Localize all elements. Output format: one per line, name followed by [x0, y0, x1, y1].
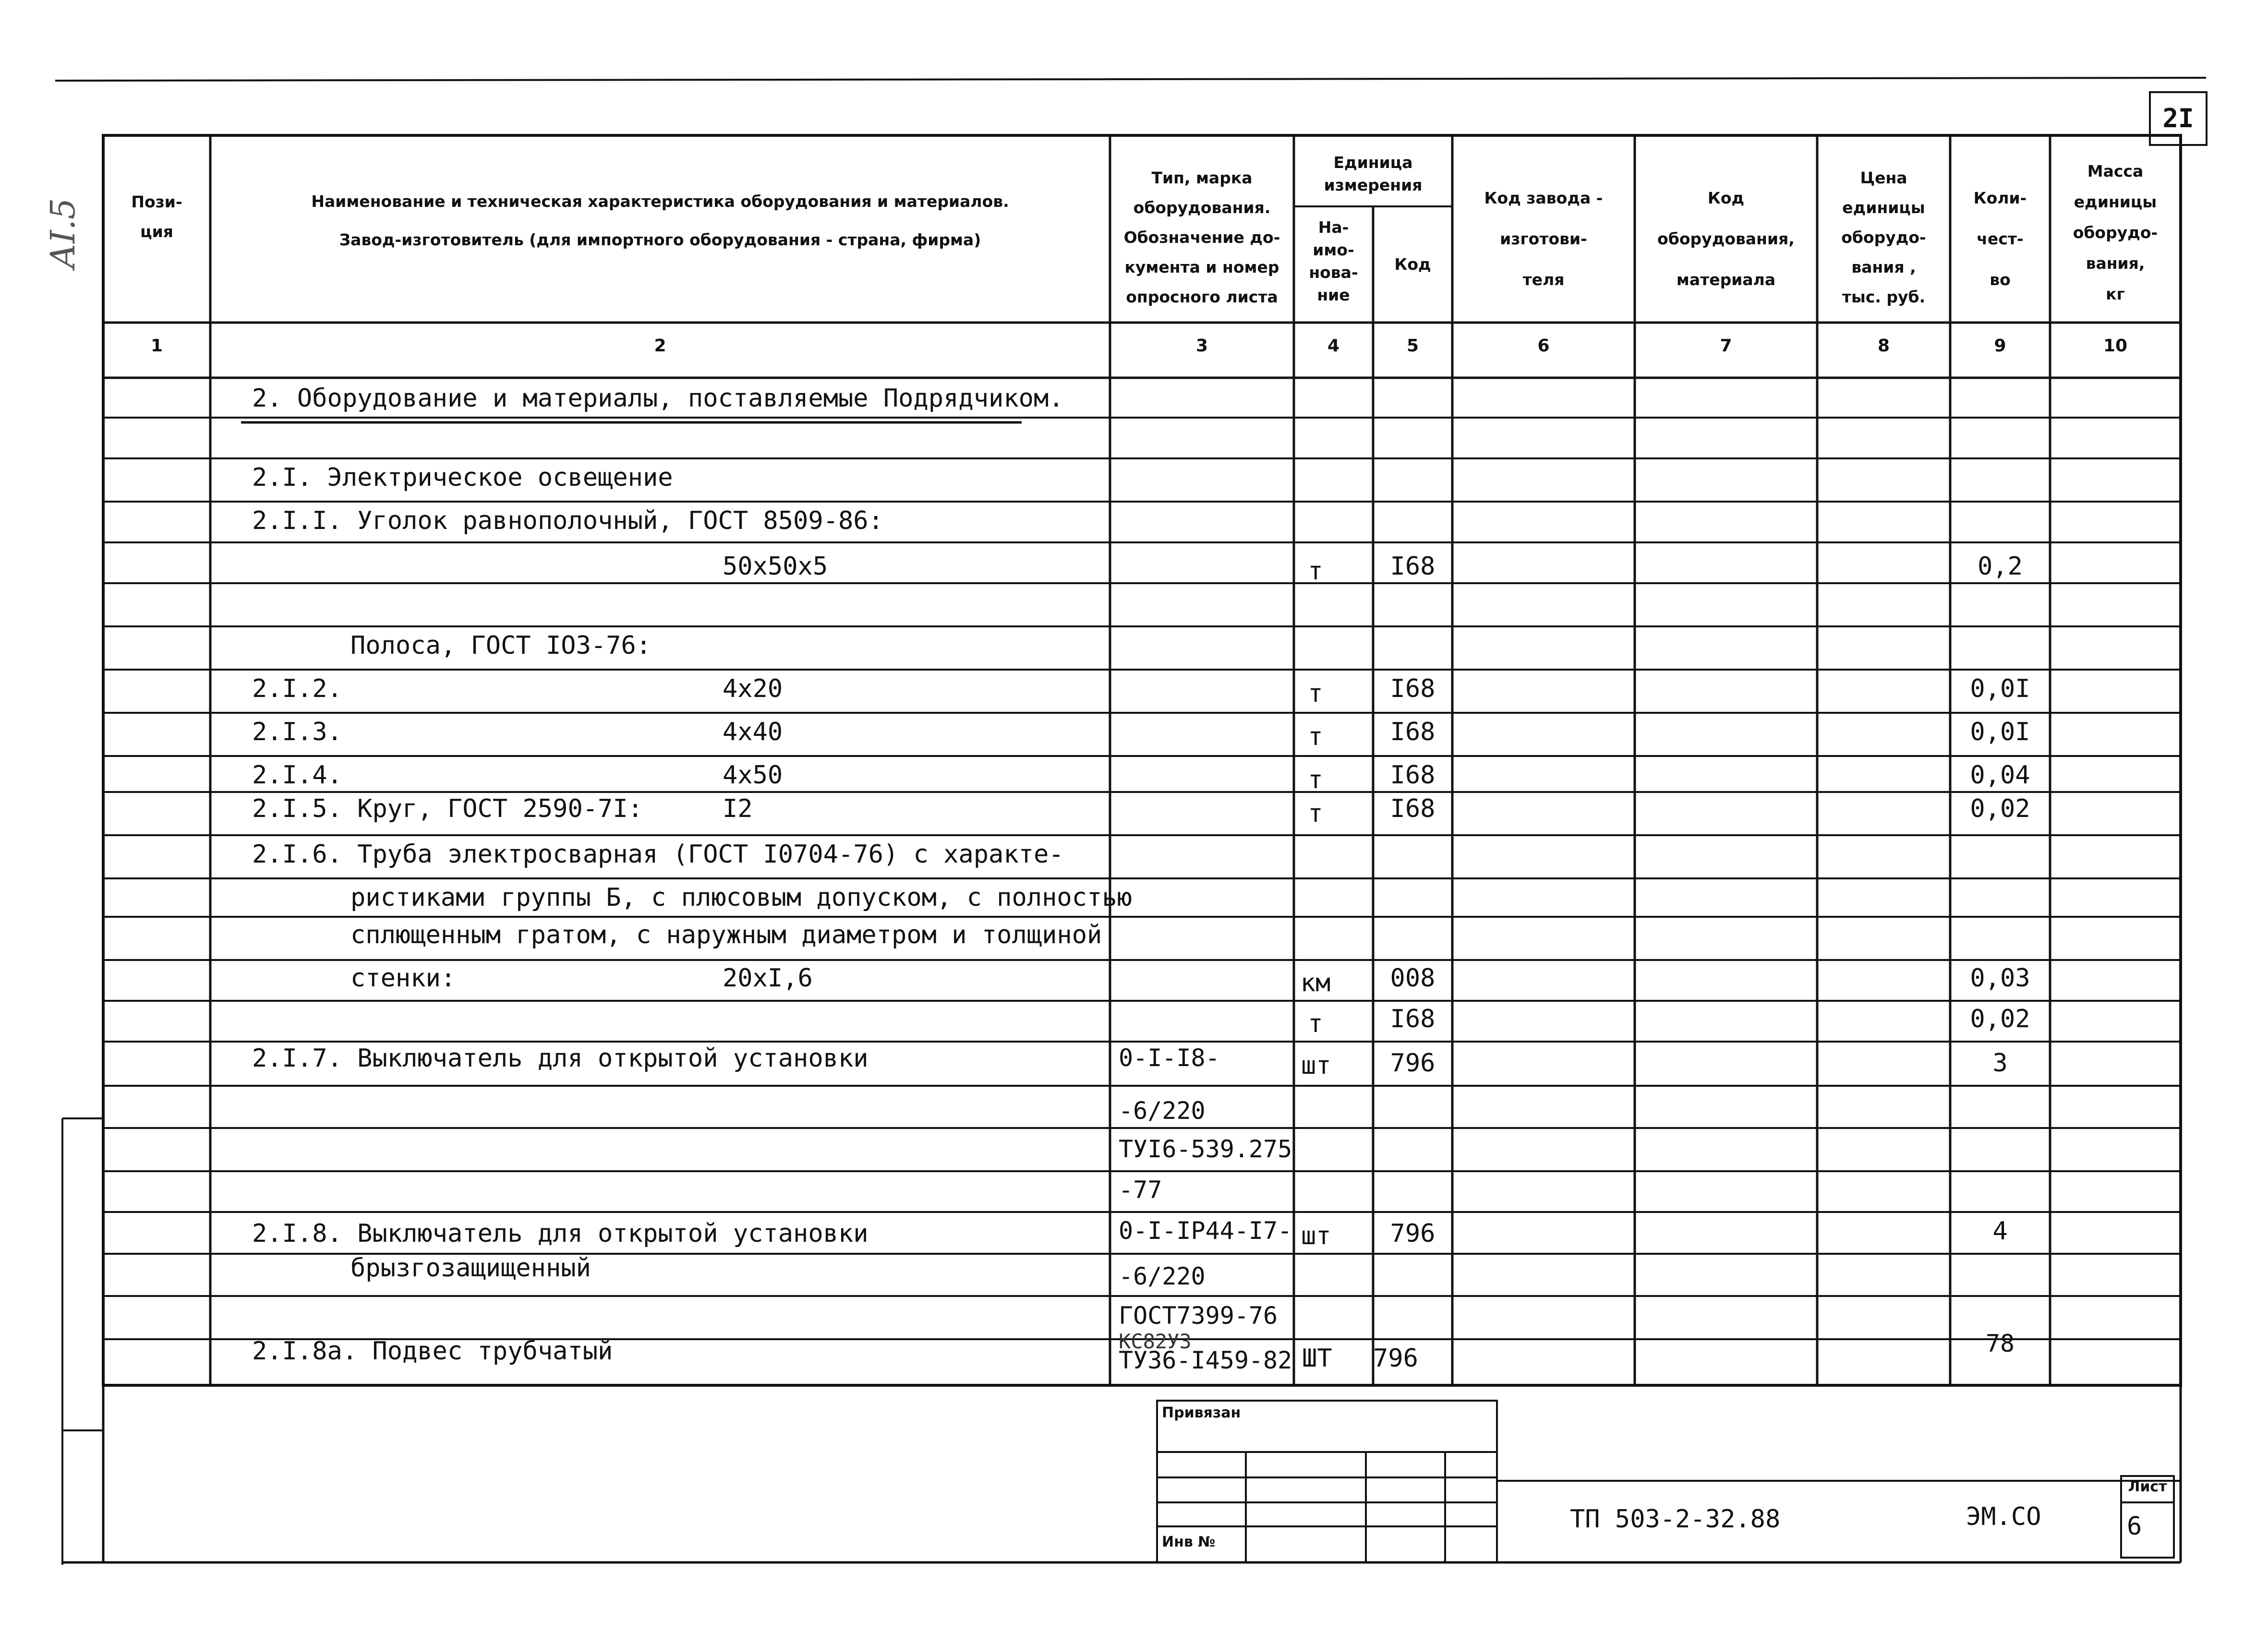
item-description: сплющенным гратом, с наружным диаметром и толщиной	[350, 921, 1102, 949]
item-size: І2	[723, 794, 753, 823]
document-mark: ЭМ.СО	[1966, 1502, 2041, 1531]
item-type: -6/220	[1119, 1097, 1206, 1125]
column-number: 4	[1327, 336, 1340, 356]
header-position: Пози- ция	[131, 192, 182, 241]
item-type-top: КС82У3	[1119, 1330, 1192, 1353]
column-number: 8	[1877, 336, 1890, 356]
item-name: Полоса, ГОСТ ІО3-76:	[350, 631, 651, 660]
column-number: 9	[1994, 336, 2006, 356]
document-code: ТП 503-2-32.88	[1570, 1505, 1781, 1534]
item-size: 20хІ,6	[723, 964, 813, 993]
item-description: ристиками группы Б, с плюсовым допуском, с полностью	[350, 883, 1132, 912]
item-unit: т	[1308, 722, 1323, 751]
item-type: ТУ36-І459-82	[1119, 1346, 1292, 1374]
header-unit-group: Единица измерения	[1324, 153, 1423, 194]
item-unit: т	[1308, 799, 1323, 828]
header-factory-code: Код завода - изготови- теля	[1484, 189, 1603, 289]
item-code: І68	[1390, 718, 1436, 746]
column-number: 7	[1720, 336, 1732, 356]
item-quantity: 0,03	[1970, 964, 2030, 993]
stamp-inventory-label: Инв №	[1162, 1534, 1216, 1550]
item-type: -6/220	[1119, 1262, 1206, 1290]
header-unit-name: На- имо- нова- ние	[1309, 218, 1358, 304]
item-quantity: 0,04	[1970, 761, 2030, 790]
column-number: 6	[1537, 336, 1550, 356]
column-number: 10	[2103, 336, 2128, 356]
header-equipment-code: Код оборудования, материала	[1657, 189, 1795, 289]
item-unit: т	[1308, 766, 1323, 794]
item-type: ТУІ6-539.275	[1119, 1135, 1292, 1163]
item-quantity: 0,2	[1978, 552, 2023, 581]
item-quantity: 3	[1992, 1049, 2008, 1078]
item-position: 2.І.2.	[252, 674, 342, 703]
item-unit: шт	[1301, 1051, 1331, 1080]
column-number: 3	[1195, 336, 1208, 356]
item-code: І68	[1390, 1005, 1436, 1033]
header-mass: Масса единицы оборудо- вания, кг	[2073, 162, 2158, 303]
column-number: 5	[1406, 336, 1419, 356]
item-name: 2.І.8а. Подвес трубчатый	[252, 1337, 613, 1366]
page-number: 2I	[2162, 103, 2194, 133]
item-unit: км	[1300, 969, 1331, 997]
item-code: І68	[1390, 674, 1436, 703]
item-type: ГОСТ7399-76	[1119, 1302, 1278, 1330]
stamp-linked-label: Привязан	[1162, 1404, 1241, 1421]
item-name: 2.І.8. Выключатель для открытой установки	[252, 1219, 869, 1248]
item-position: 2.І.4.	[252, 761, 342, 790]
section-title: 2. Оборудование и материалы, поставляемые Подрядчиком.	[252, 384, 1064, 413]
item-quantity: 78	[1985, 1330, 2015, 1357]
item-type: 0-І-І8-	[1119, 1044, 1220, 1072]
item-code: 796	[1390, 1049, 1436, 1078]
top-rule	[55, 78, 2206, 81]
item-code: І68	[1390, 794, 1436, 823]
header-unit-code: Код	[1394, 255, 1431, 274]
header-price: Цена единицы оборудо- вания , тыс. руб.	[1841, 168, 1926, 306]
item-code: 796	[1390, 1219, 1436, 1248]
item-code: 796	[1373, 1344, 1418, 1373]
item-unit: шт	[1301, 1222, 1331, 1250]
item-unit: т	[1308, 557, 1323, 586]
item-size: 4х20	[723, 674, 783, 703]
item-quantity: 0,0І	[1970, 718, 2030, 746]
item-name: 2.І.І. Уголок равнополочный, ГОСТ 8509-86:	[252, 506, 883, 535]
item-quantity: 0,0І	[1970, 674, 2030, 703]
header-name: Наименование и техническая характеристика оборудования и материалов. Завод-изготовитель (для импортного оборудования - страна, фирма)	[311, 192, 1009, 249]
item-unit: т	[1308, 679, 1323, 708]
item-size: 50х50х5	[723, 552, 828, 581]
item-quantity: 0,02	[1970, 1005, 2030, 1033]
item-code: І68	[1390, 552, 1436, 581]
item-code: І68	[1390, 761, 1436, 790]
column-number: 1	[150, 336, 163, 356]
item-size: 4х40	[723, 718, 783, 746]
side-mark: АІ.5	[43, 198, 83, 269]
item-position: 2.І.5. Круг, ГОСТ 2590-7І:	[252, 794, 643, 823]
item-description: брызгозащищенный	[350, 1254, 591, 1283]
item-size: 4х50	[723, 761, 783, 790]
sheet-label: Лист	[2128, 1478, 2167, 1495]
item-type: 0-І-ІР44-І7-	[1119, 1217, 1292, 1245]
item-name: 2.І.7. Выключатель для открытой установки	[252, 1044, 869, 1073]
item-unit: ШТ	[1302, 1344, 1332, 1373]
item-code: 008	[1390, 964, 1436, 993]
item-position: стенки:	[350, 964, 456, 993]
item-unit: т	[1308, 1009, 1323, 1038]
item-position: 2.І.3.	[252, 718, 342, 746]
subsection-title: 2.І. Электрическое освещение	[252, 463, 673, 492]
header-quantity: Коли- чест- во	[1973, 189, 2027, 289]
header-type: Тип, марка оборудования. Обозначение до- кумента и номер опросного листа	[1123, 168, 1280, 306]
sheet-number: 6	[2127, 1512, 2142, 1541]
item-type: -77	[1119, 1176, 1162, 1204]
item-quantity: 4	[1992, 1217, 2008, 1246]
column-number: 2	[654, 336, 666, 356]
item-quantity: 0,02	[1970, 794, 2030, 823]
item-name: 2.І.6. Труба электросварная (ГОСТ І0704-76) с характе-	[252, 840, 1064, 869]
